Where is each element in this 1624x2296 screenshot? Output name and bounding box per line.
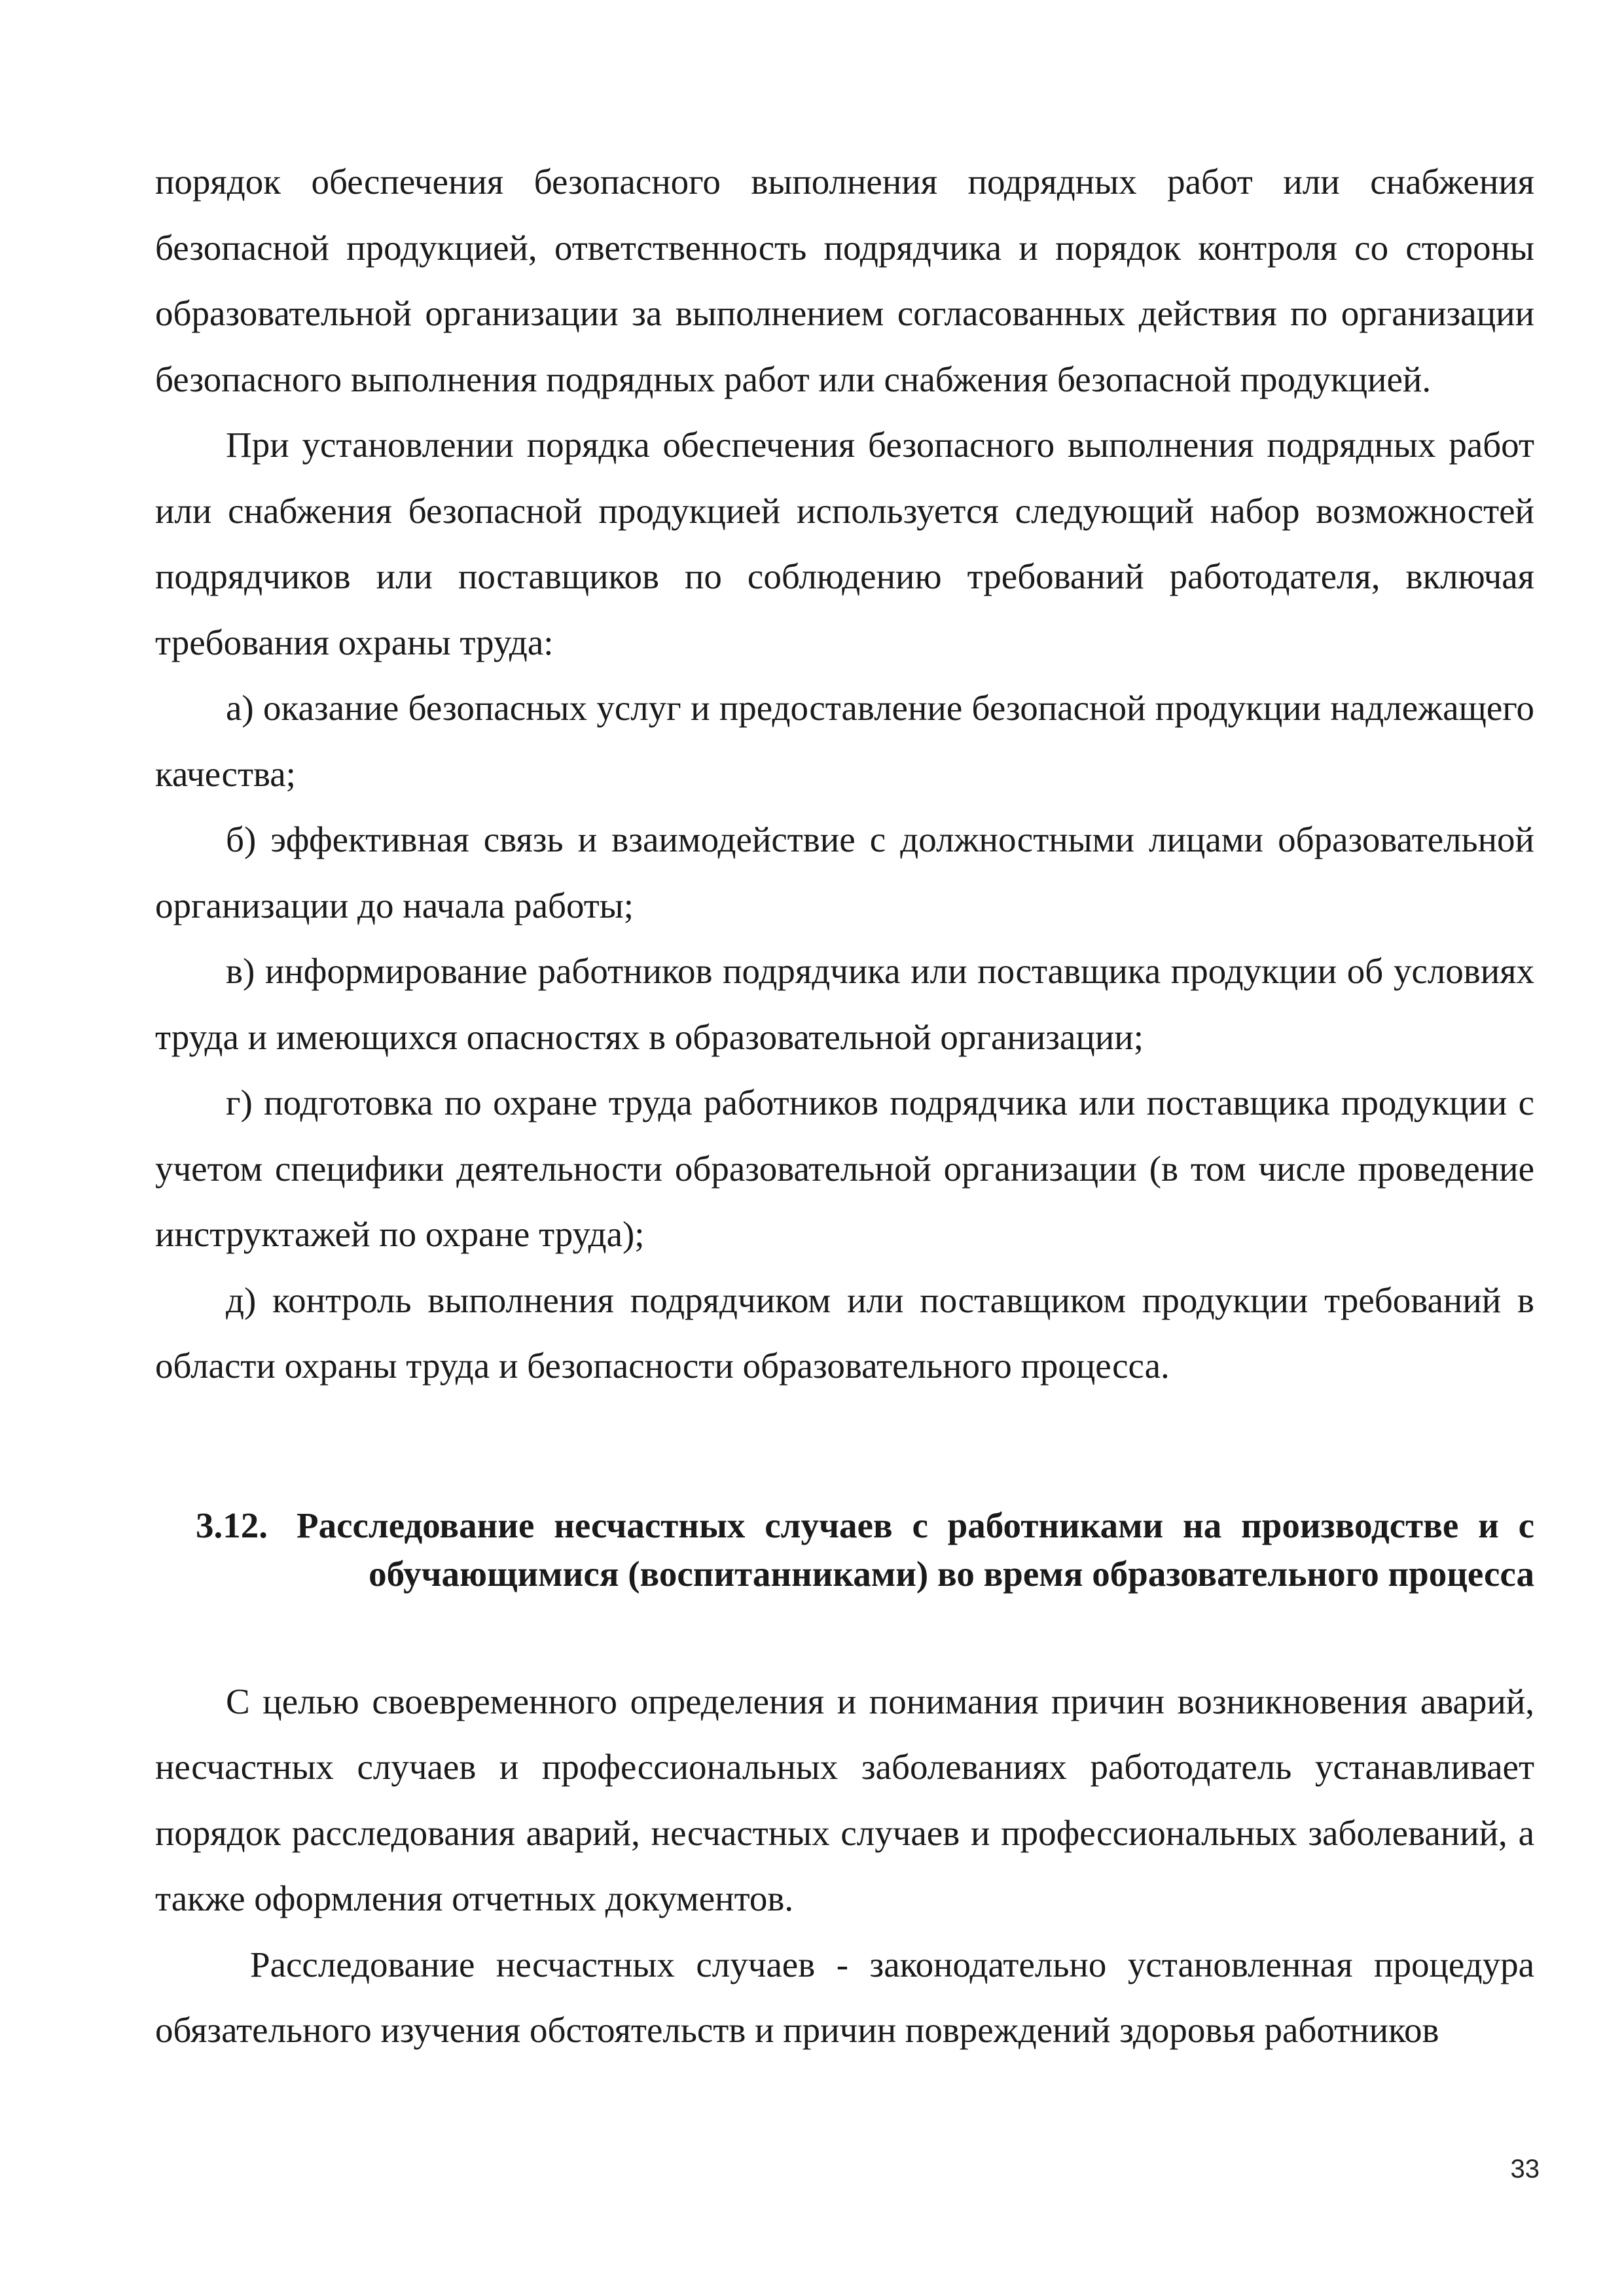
page-body [155,149,1534,2064]
paragraph-capabilities-intro: При установлении порядка обеспечения безопасного выполнения подрядных работ или снабжения безопасной продукцией используется следующий набор возможностей подрядчиков или поставщиков по соблюдению требований работодателя, включая требования охраны труда: [155,425,1534,662]
list-item-d: д) контроль выполнения подрядчиком или поставщиком продукции требований в области охраны труда и безопасности образовательного процесса. [155,1280,1534,1386]
paragraph-purpose: С целью своевременного определения и понимания причин возникновения аварий, несчастных случаев и профессиональных заболеваниях работодатель устанавливает порядок расследования аварий, несчастных случаев и профессиональных заболеваний, а также оформления отчетных документов. [155,1681,1534,1918]
list-item-b: б) эффективная связь и взаимодействие с должностными лицами образовательной организации до начала работы; [155,819,1534,925]
page-number: 33 [1510,2155,1540,2183]
list-item-g: г) подготовка по охране труда работников подрядчика или поставщика продукции с учетом специфики деятельности образовательной организации (в том числе проведение инструктажей по охране труда); [155,1083,1534,1254]
list-item-a: а) оказание безопасных услуг и предоставление безопасной продукции надлежащего качества; [155,688,1534,794]
section-title: Расследование несчастных случаев с работниками на производстве и с обучающимися (воспитанниками) во время образовательного процесса [297,1505,1534,1594]
list-item-v: в) информирование работников подрядчика или поставщика продукции об условиях труда и имеющихся опасностях в образовательной организации; [155,951,1534,1057]
section-heading [155,1501,1534,1598]
paragraph-definition: Расследование несчастных случаев - законодательно установленная процедура обязательного изучения обстоятельств и причин повреждений здоровья работников [155,1944,1534,2050]
section-number: 3.12. [196,1505,268,1545]
paragraph-continuation: порядок обеспечения безопасного выполнения подрядных работ или снабжения безопасной продукцией, ответственность подрядчика и порядок контроля со стороны образовательной организации за выполнением согласованных действия по организации безопасного выполнения подрядных работ или снабжения безопасной продукцией. [155,162,1534,399]
